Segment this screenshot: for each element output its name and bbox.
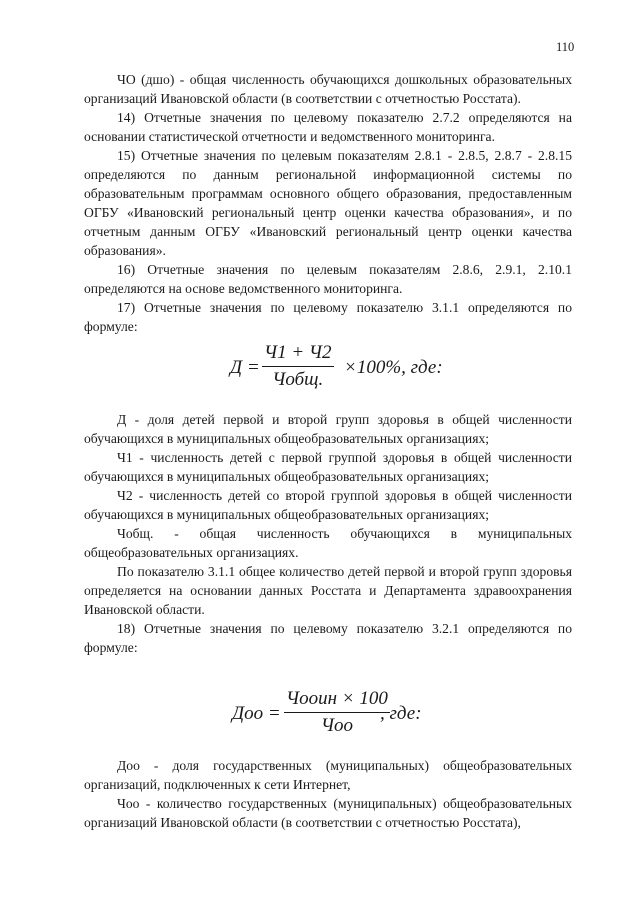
paragraph-choo-definition: Чоо - количество государственных (муниципальных) общеобразовательных организаций Ивановской области (в соответствии с отчетностью Росстата), (84, 796, 572, 830)
formula2-denominator: Чоо (320, 715, 353, 736)
paragraph-chobshch-definition: Чобщ. - общая численность обучающихся в муниципальных общеобразовательных организациях. (84, 526, 572, 560)
formula1-numerator: Ч1 + Ч2 (262, 342, 334, 367)
text-block-2 (84, 410, 572, 657)
paragraph-doo-definition: Доо - доля государственных (муниципальных) общеобразовательных организаций, подключенных к сети Интернет, (84, 758, 572, 792)
formula1-fraction (262, 342, 334, 391)
paragraph-d-definition: Д - доля детей первой и второй групп здоровья в общей численности обучающихся в муниципальных общеобразовательных организациях; (84, 412, 572, 446)
formula1-rhs: ×100%, где: (344, 357, 443, 378)
paragraph-item-18: 18) Отчетные значения по целевому показателю 3.2.1 определяются по формуле: (84, 621, 572, 655)
paragraph-item-17: 17) Отчетные значения по целевому показателю 3.1.1 определяются по формуле: (84, 300, 572, 334)
paragraph-item-15: 15) Отчетные значения по целевым показателям 2.8.1 - 2.8.5, 2.8.7 - 2.8.15 определяются по данным региональной информационной системы по образовательным программам основного общего образования, предоставленным ОГБУ «Ивановский региональный центр оценки качества образования», и по отчетным данным ОГБУ «Ивановский региональный центр оценки качества образования». (84, 148, 572, 258)
formula2-numerator: Чоoин × 100 (284, 688, 390, 713)
paragraph-item-14: 14) Отчетные значения по целевому показателю 2.7.2 определяются на основании статистической отчетности и ведомственного мониторинга. (84, 110, 572, 144)
text-block-1 (84, 70, 572, 336)
text-block-3 (84, 756, 572, 832)
formula1-lhs: Д = (230, 357, 260, 378)
formula2-fraction (284, 688, 390, 737)
paragraph-ch1-definition: Ч1 - численность детей с первой группой здоровья в общей численности обучающихся в муниципальных общеобразовательных организациях; (84, 450, 572, 484)
formula-share-health-groups (230, 342, 450, 402)
formula2-lhs: Доо = (232, 703, 281, 724)
formula1-denominator: Чобщ. (272, 369, 324, 390)
paragraph-ch2-definition: Ч2 - численность детей со второй группой здоровья в общей численности обучающихся в муниципальных общеобразовательных организациях; (84, 488, 572, 522)
paragraph-item-16: 16) Отчетные значения по целевым показателям 2.8.6, 2.9.1, 2.10.1 определяются на основе ведомственного мониторинга. (84, 262, 572, 296)
formula2-rhs: , где: (380, 703, 422, 724)
paragraph-cho-dsho-definition: ЧО (дшо) - общая численность обучающихся дошкольных образовательных организаций Ивановской области (в соответствии с отчетностью Росстата). (84, 72, 572, 106)
page-number: 110 (556, 40, 575, 54)
paragraph-indicator-311-note: По показателю 3.1.1 общее количество детей первой и второй групп здоровья определяется на основании данных Росстата и Департамента здравоохранения Ивановской области. (84, 564, 572, 617)
formula-share-internet-schools (232, 688, 442, 748)
